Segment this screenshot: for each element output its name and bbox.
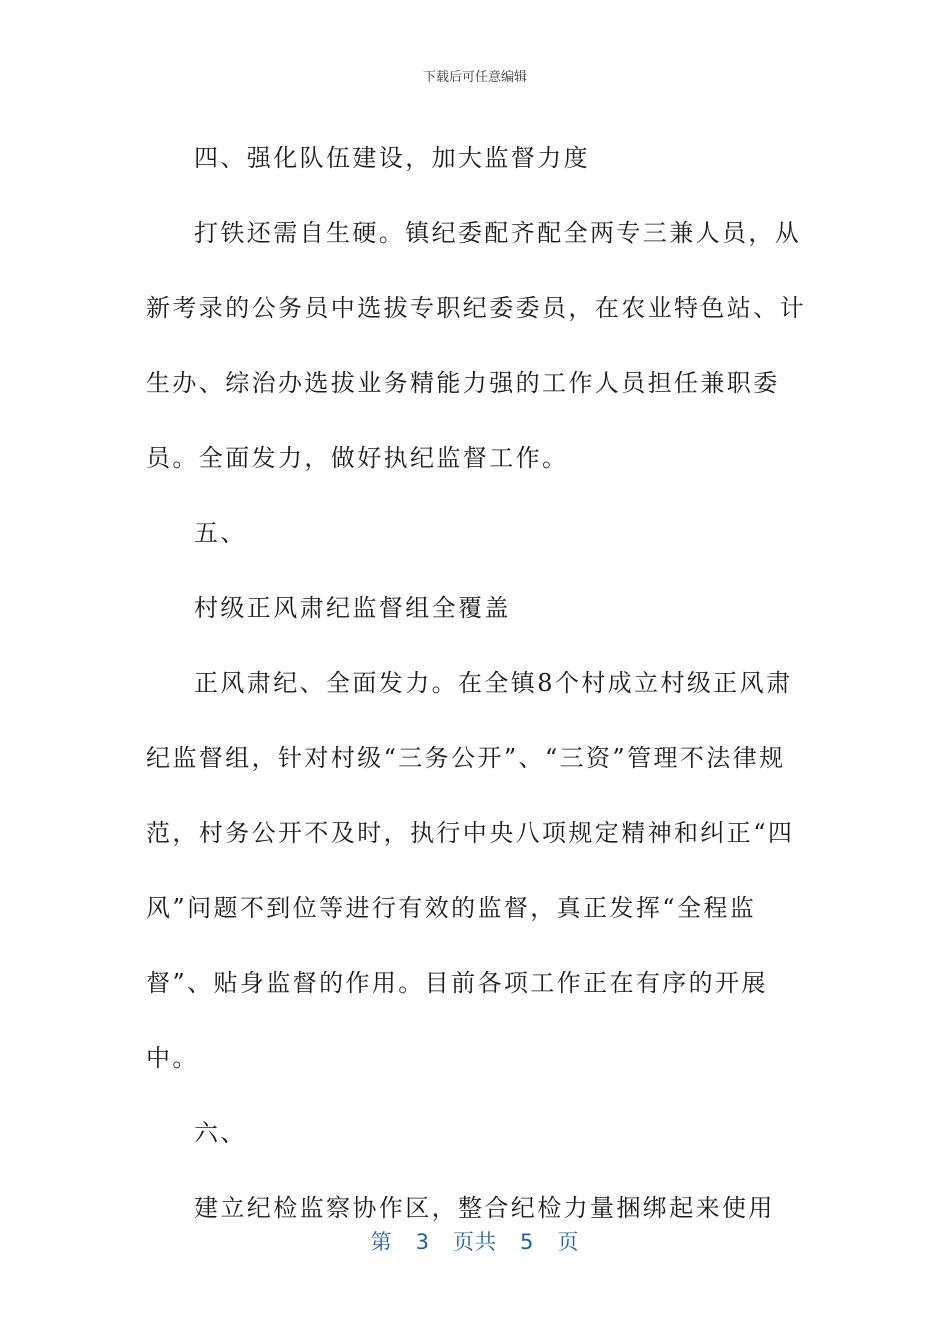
footer-total-pages: 5 [520, 1230, 535, 1254]
paragraph-section-six-number: 六、 [194, 1119, 247, 1147]
page-header: 下载后可任意编辑 [422, 70, 527, 85]
paragraph-section-five-title: 村级正风肃纪监督组全覆盖 [194, 594, 511, 622]
paragraph-section-five-number: 五、 [194, 519, 247, 547]
paragraph-village-supervision: 正风肃纪、全面发力。在全镇8个村成立村级正风肃纪监督组，针对村级“三务公开”、“三资”管理不法律规范，村务公开不及时，执行中央八项规定精神和纠正“四风”问题不到位等进行有效的监督，真正发挥“全程监督”、贴身监督的作用。目前各项工作正在有序的开展中。 [146, 669, 795, 1072]
paragraph-section-six-title: 建立纪检监察协作区，整合纪检力量捆绑起来使用 [194, 1194, 775, 1222]
footer-suffix: 页 [557, 1230, 580, 1254]
paragraph-team-building: 打铁还需自生硬。镇纪委配齐配全两专三兼人员，从新考录的公务员中选拔专职纪委委员，在农业特色站、计生办、综治办选拔业务精能力强的工作人员担任兼职委员。全面发力，做好执纪监督工作。 [146, 219, 806, 472]
document-body [146, 121, 806, 1246]
paragraph-section-four-title: 四、强化队伍建设，加大监督力度 [194, 144, 590, 172]
footer-middle: 页共 [453, 1230, 497, 1254]
page-footer [0, 1226, 950, 1256]
footer-prefix: 第 [370, 1230, 393, 1254]
footer-current-page: 3 [415, 1230, 430, 1254]
